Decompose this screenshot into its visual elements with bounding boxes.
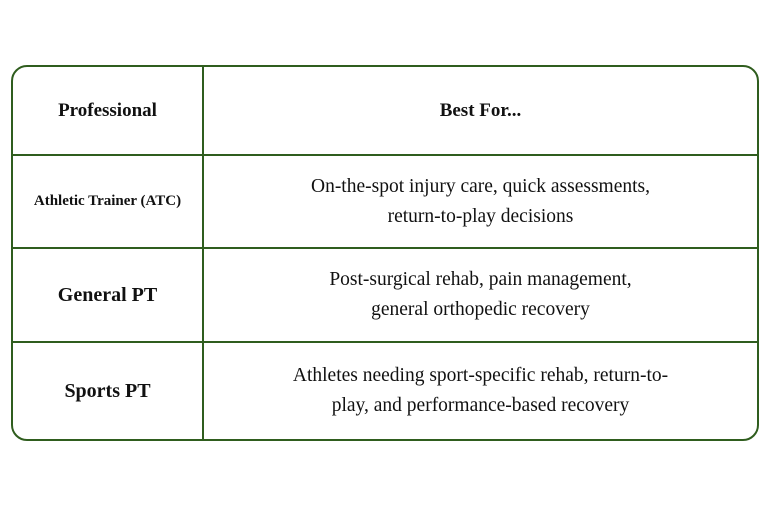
best-for-line: Post-surgical rehab, pain management,: [329, 269, 632, 290]
best-for-line: return-to-play decisions: [387, 205, 574, 227]
row-best-for-athletic-trainer: [204, 156, 757, 249]
best-for-line: Athletes needing sport-specific rehab, return-to-: [292, 365, 669, 386]
best-for-line: general orthopedic recovery: [371, 299, 590, 320]
row-professional-athletic-trainer: Athletic Trainer (ATC): [13, 156, 204, 249]
best-for-line: play, and performance-based recovery: [331, 395, 630, 416]
row-professional-general-pt: General PT: [13, 249, 204, 343]
comparison-table: [11, 65, 759, 441]
header-professional: Professional: [13, 67, 204, 156]
row-best-for-general-pt: [204, 249, 757, 343]
header-best-for: Best For...: [204, 67, 757, 156]
row-professional-sports-pt: Sports PT: [13, 343, 204, 439]
row-best-for-sports-pt: [204, 343, 757, 439]
best-for-line: On-the-spot injury care, quick assessments,: [310, 175, 650, 197]
